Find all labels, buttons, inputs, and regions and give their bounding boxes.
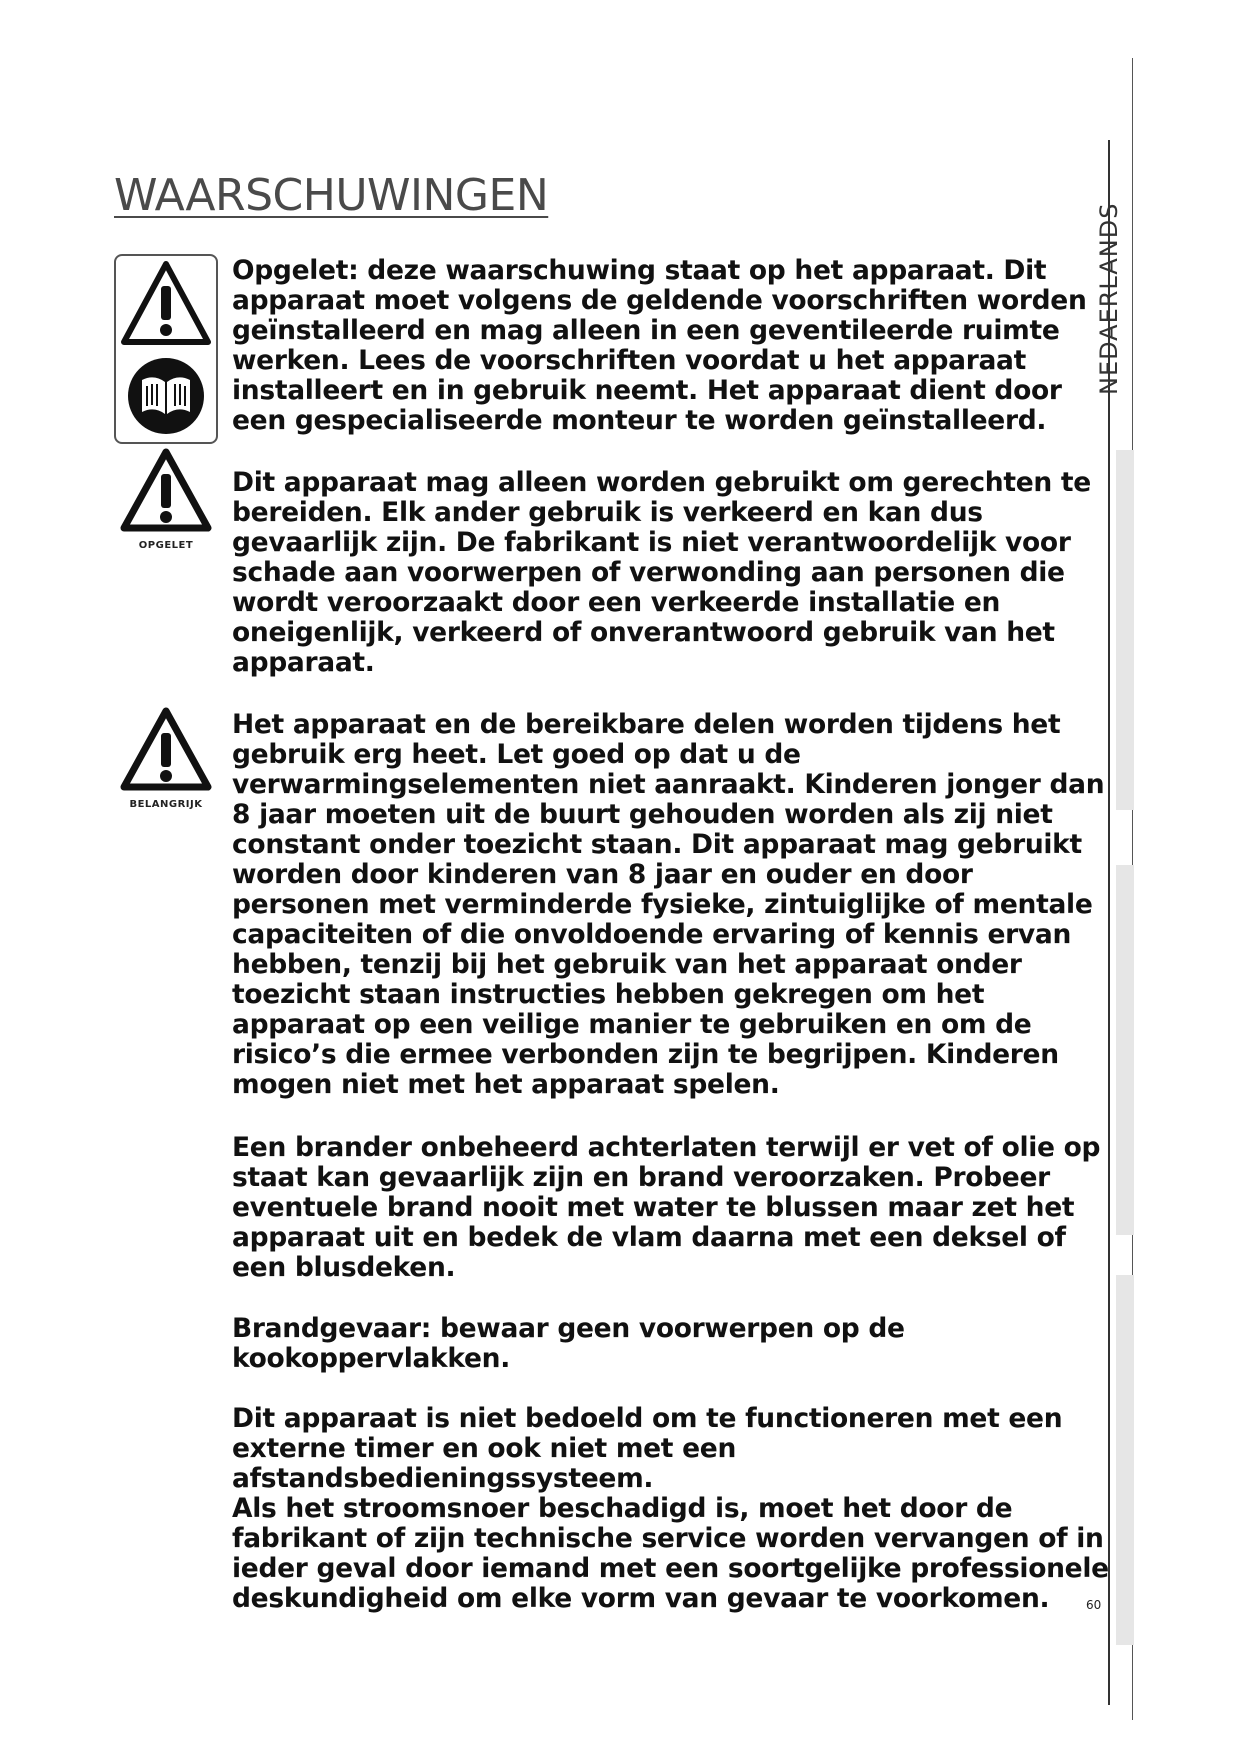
opgelet-warning-icon — [116, 446, 216, 551]
manual-book-icon — [128, 358, 204, 434]
opgelet-caption: OPGELET — [138, 540, 194, 551]
thumb-tab-shade — [1116, 450, 1134, 810]
belangrijk-warning-icon — [116, 705, 216, 810]
page-title: WAARSCHUWINGEN — [114, 170, 549, 221]
warning-paragraph-intended-use: Dit apparaat mag alleen worden gebruikt om gerechten te bereiden. Elk ander gebruik is verkeerd en kan dus gevaarlijk zijn. De fabrikant is niet verantwoordelijk voor schade aan voorwerpen of verwonding aan personen die wordt veroorzaakt door een verkeerde installatie en oneigenlijk, verkeerd of onverantwoord gebruik van het apparaat. — [232, 467, 1091, 678]
warning-paragraph-unattended-burner: Een brander onbeheerd achterlaten terwijl er vet of olie op staat kan gevaarlijk zijn en brand veroorzaken. Probeer eventuele brand nooit met water te blussen maar zet het apparaat uit en bedek de vlam daarna met een deksel of een blusdeken. — [232, 1132, 1101, 1283]
language-side-label: NEDAERLANDS — [1095, 202, 1123, 395]
warning-paragraph-external-timer: Dit apparaat is niet bedoeld om te functioneren met een externe timer en ook niet met een afstandsbedieningssysteem. — [232, 1403, 1063, 1494]
warning-paragraph-hot-parts-children: Het apparaat en de bereikbare delen worden tijdens het gebruik erg heet. Let goed op dat u de verwarmingselementen niet aanraakt. Kinderen jonger dan 8 jaar moeten uit de buurt gehouden worden als zij niet constant onder toezicht staan. Dit apparaat mag gebruikt worden door kinderen van 8 jaar en ouder en door personen met verminderde fysieke, zintuiglijke of mentale capaciteiten of die onvoldoende ervaring of kennis ervan hebben, tenzij bij het gebruik van het apparaat onder toezicht staan instructies hebben gekregen om het apparaat op een veilige manier te gebruiken en om de risico’s die ermee verbonden zijn te begrijpen. Kinderen mogen niet met het apparaat spelen. — [232, 709, 1105, 1100]
page-number: 60 — [1086, 1598, 1102, 1612]
warning-paragraph-fire-hazard: Brandgevaar: bewaar geen voorwerpen op de kookoppervlakken. — [232, 1313, 905, 1374]
belangrijk-caption: BELANGRIJK — [129, 799, 203, 810]
warning-triangle-icon — [116, 256, 216, 442]
thumb-tab-shade — [1116, 1275, 1134, 1645]
warning-paragraph-power-cord: Als het stroomsnoer beschadigd is, moet het door de fabrikant of zijn technische service worden vervangen of in ieder geval door iemand met een soortgelijke professionele deskundigheid om elke vorm van gevaar te voorkomen. — [232, 1493, 1109, 1614]
warning-manual-icon-box — [114, 254, 218, 444]
warning-paragraph-installation: Opgelet: deze waarschuwing staat op het apparaat. Dit apparaat moet volgens de geldende voorschriften worden geïnstalleerd en mag alleen in een geventileerde ruimte werken. Lees de voorschriften voordat u het apparaat installeert en in gebruik neemt. Het apparaat dient door een gespecialiseerde monteur te worden geïnstalleerd. — [232, 255, 1087, 436]
thumb-tab-shade — [1116, 865, 1134, 1235]
warning-triangle-icon — [118, 446, 214, 534]
warning-triangle-icon — [118, 705, 214, 793]
